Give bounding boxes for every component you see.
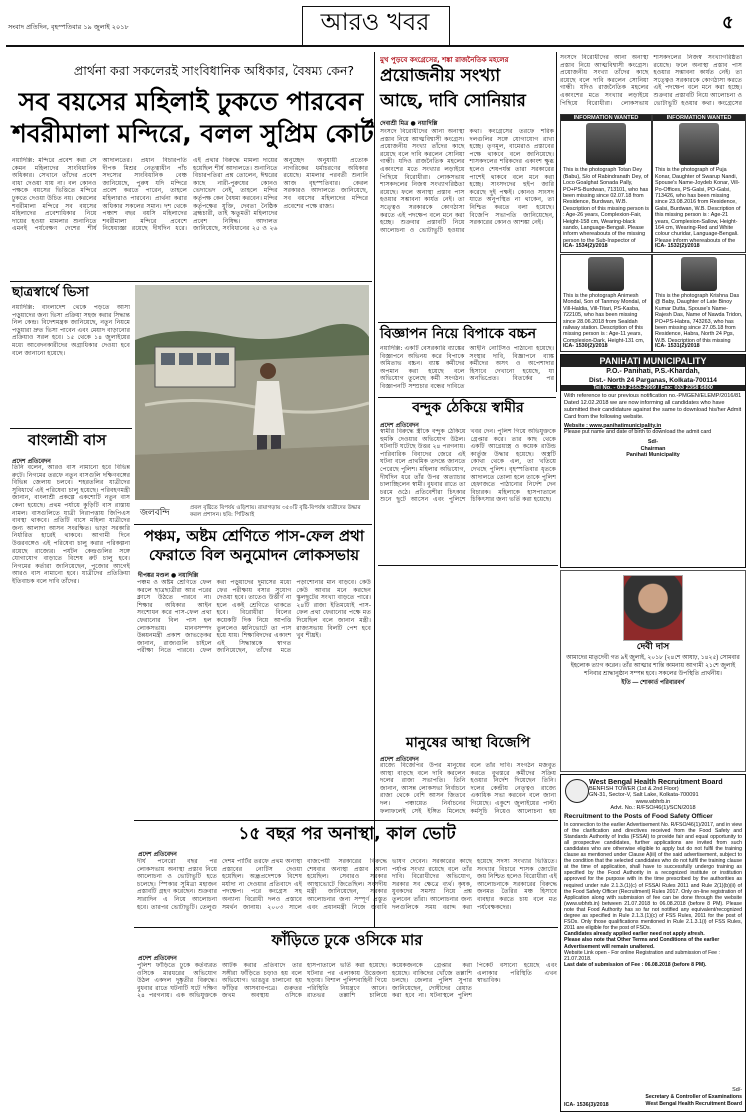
wbhrb-addr2: GN-31, Sector-V, Salt Lake, Kolkata-700091 [589, 792, 699, 799]
missing-person-photo-2 [679, 123, 719, 165]
panihati-tel: Tel No. - 033 2553-2909 / Fax: 033 2358 6800 [561, 385, 745, 391]
panihati-sign-3: Panihati Municipality [626, 452, 680, 459]
news-photo [135, 285, 369, 500]
panihati-website[interactable]: Website : www.panihatimunicipality.in [564, 422, 662, 429]
fari-byline: প্রদেশ প্রতিবেদন [138, 955, 177, 962]
obituary-ad [560, 570, 746, 772]
lead-headline-2: শবরীমালা মন্দিরে, বলল সুপ্রিম কোর্ট [12, 119, 374, 148]
manusher-byline: প্রদেশ প্রতিবেদন [380, 756, 419, 763]
masthead-rule [6, 45, 744, 47]
info-ad-1-body: This is the photograph Totan Dey (Babu), S/o of Rabindranath Dey, of Loco Goalghat Sonada Pally, PO+PS-Burdwan, 713101, who has been missing since 02.07.18 from Residence, Burdwan, W.B. Description of this missing person is : Age-26 years, Complexion-Fair, Height-158 cm, Wearing-black sando, Language-Bengali. Please inform whereabouts of the missing person to the Sub-Inspector of [563, 167, 649, 244]
panihati-addr1: P.O.- Panihati, P.S.-Khardah, [606, 368, 700, 375]
info-ad-2-ref: ICA- 1532(2)/2018 [655, 243, 700, 250]
info-ad-3-ref: ICA- 1530(2)/2018 [563, 343, 608, 349]
obituary-body: আমাদের মাতৃদেবী গত ৯ই জুলাই, ২০১৮ (২৪শে আষাঢ়, ১৪২৫) সোমবার ইহলোক ত্যাগ করেন। তাঁর আত্মার শান্তি কামনায় আগামী ২১শে জুলাই শনিবার শ্রাদ্ধানুষ্ঠান সম্পন্ন হবে। সকলের উপস্থিতি প্রার্থনীয়। [566, 655, 740, 678]
column-rule-1 [374, 52, 375, 927]
wbhrb-logo [565, 779, 589, 803]
onastha-byline: প্রদেশ প্রতিবেদন [138, 851, 177, 858]
chhatra-headline: ছাত্রস্বার্থে ভিসা [12, 285, 89, 300]
banduk-headline: বন্দুক ঠেকিয়ে স্বামীর [412, 400, 524, 416]
panihati-note: Please put name and date of birth to download the admit card [564, 429, 712, 435]
photo-credit: জলবন্দি [140, 508, 170, 518]
photo-caption: প্রবল বৃষ্টিতে বিপর্যয় ওড়িশায়। রায়াগড়ায় ৩৫০টি বৃষ্টি-বিপর্যস্ত যাত্রীদের উদ্ধার করল প্রশাসন। ছবি: পিটিআই [190, 505, 361, 518]
banglashree-headline: বাংলাশ্রী বাস [28, 431, 107, 449]
info-ad-3-body: This is the photograph Animesh Mondal, Son of Tanmoy Mondal, of Vill-Haldia, Vill-Titari, PS-Kasba, 722105, who has been missing since 28.06.2018 from Sealdah railway station. Description of this missing person is : Age-11 years, Complexion-Dark, Height-131 cm, [563, 293, 647, 343]
chhatra-body: নয়াদিল্লি: বাংলাদেশ থেকে পড়তে আসা পড়ুয়াদের জন্য ভিসা প্রক্রিয়া সহজ করার সিদ্ধান্ত নিল কেন্দ্র। বিদেশমন্ত্রক জানিয়েছে, নতুন নিয়মে পড়ুয়ারা দ্রুত ভিসা পাবেন এবং মেয়াদ বাড়ানোর প্রক্রিয়াও সরল হবে। ১৫ থেকে ১৪ জুলাইয়ের মধ্যে আবেদনকারীদের অগ্রাধিকার দেওয়া হবে বলে জানানো হয়েছে। [12, 304, 130, 357]
obituary-name: দেবী দাস [636, 642, 670, 652]
bigyapan-headline: বিজ্ঞাপন নিয়ে বিপাকে বচ্চন [380, 326, 537, 342]
info-ad-1-title: INFORMATION WANTED [561, 115, 651, 121]
missing-person-photo-4 [681, 257, 717, 291]
lead-headline-1: সব বয়সের মহিলাই ঢুকতে পারবেন [18, 87, 364, 116]
panihati-title: PANIHATI MUNICIPALITY [561, 355, 745, 367]
lead-rule [10, 281, 372, 282]
wbhrb-notice-3: Website Link open - For online Registration and submission of Fee : 21.07.2018. [564, 949, 720, 962]
panihati-sign-2: Chairman [640, 445, 666, 452]
manusher-body: রাজ্যে বিজেপির উপর মানুষের আস্থা বাড়ছে বলে দাবি করলেন দলের রাজ্য সভাপতি। তিনি জানান, আসন্ন লোকসভা নির্বাচনে রাজ্য থেকে বেশি আসন জিতবে দল। পঞ্চায়েত নির্বাচনের ফলাফলেই সেই ইঙ্গিত মিলেছে বলে তাঁর দাবি। সংগঠন মজবুত করতে বুথস্তরে কর্মীদের সক্রিয় হওয়ার নির্দেশ দিয়েছেন তিনি। দলের কেন্দ্রীয় নেতৃত্বও রাজ্যে একাধিক সভা করবেন বলে জানা গিয়েছে। একুশে জুলাইয়ের পাল্টা কর্মসূচি নিয়েও আলোচনা হয় [380, 762, 556, 815]
info-ad-1-ref: ICA- 1534(2)/2018 [563, 243, 608, 250]
section-title: আরও খবর [320, 8, 430, 36]
wbhrb-ref: ICA- 1536(3)/2018 [564, 1101, 609, 1108]
panihati-body: With reference to our previous notification no.-PMGEN/ELEMP/2016/81 Dated 12.02.2018 we are now informing all candidates who have submitted their candidature against the same to download his/her Admit Card from the following website. [564, 393, 742, 420]
sonia-headline-1: প্রয়োজনীয় সংখ্যা [380, 66, 501, 86]
panchama-byline: দীপঙ্কর মণ্ডল ● নয়াদিল্লি [138, 572, 199, 579]
column-rule-2 [556, 52, 557, 392]
wbhrb-title: West Bengal Health Recruitment Board [589, 777, 723, 786]
wbhrb-ad [560, 774, 746, 1112]
banglashree-byline: প্রদেশ প্রতিবেদন [12, 458, 51, 465]
onastha-headline: ১৫ বছর পর অনাস্থা, কাল ভোট [238, 824, 456, 844]
fari-rule [134, 927, 558, 928]
info-wanted-ad-2 [652, 114, 746, 253]
wbhrb-body: In connection to the earlier Advertisement No. R/FSO/46(1)/2017, and in view of the clarification and directives received from the Food Safety and Standards Authority of India (FSSAI) to provide fair and equal opportunity to all prospective candidates, further applications are invited from such candidates who are otherwise eligible to apply but do not fulfil the training clause as mentioned under Clause A(iii) of the said advertisement, subject to the condition that the selected candidates who do not fulfil the training clause at the time of application, shall have to successfully undergo training as specified by the Food Authority in a recognized institute or institution approved for the purpose with in the time prescribed by the authorities as required under rule 2.1.3.(1)(c) of FSSAI Rules 2011 and Rule 2(1)(b)(ii) of the Food Safety Officer (Recruitment) Rules 2017. Only on-line registration of Application along with submission of fee can be done through the website (www.wbhrb.in) between 21.07.2018 to 06.08.2018 (before 8 PM). Please note that Food Authority has so far not notified any equivalent/recognized degree as specified in Rule 2.1.3.(1)(c) of FSS Rules, 2011 for the post of FSOs. Only those qualifications mentioned in Rule 2.1.3.1(i) of FSS Rules, 2011 are eligible for the post of FSOs. [564, 821, 742, 932]
manusher-headline: মানুষের আস্থা বিজেপি [405, 735, 531, 751]
wbhrb-notice-2: Please also note that Other Terms and Conditions of the earlier Advertisement will remain unaltered. [564, 937, 720, 950]
panihati-addr2: Dist.- North 24 Parganas, Kolkata-700114 [589, 377, 717, 384]
panchama-headline-1: পঞ্চম, অষ্টম শ্রেণিতে পাস-ফেল প্রথা [143, 527, 365, 545]
banglashree-body: তিনি বলেন, আরও বাস নামানো হবে বিভিন্ন রুটে। নিগমের তরফে নতুন বাসগুলি দক্ষিণবঙ্গের বিভিন্ন জেলায় চলবে। শহরতলির যাত্রীদের সুবিধার্থে এই পরিষেবা চালু হয়েছে। পরিবহণমন্ত্রী জানান, বাংলাশ্রী প্রকল্পে একশোটি নতুন বাস কেনা হয়েছে। প্রথম পর্যায়ে কুড়িটি বাস রাস্তায় নামল। বাসগুলিতে যাত্রী নিরাপত্তায় জিপিএস ব্যবস্থা থাকবে। প্রতিটি বাসে মহিলা যাত্রীদের জন্য আলাদা আসন সংরক্ষিত। ভাড়া সরকারি নির্ধারিত হারেই থাকবে। আগামী দিনে উত্তরবঙ্গেও এই পরিষেবা চালু করার পরিকল্পনা রয়েছে রাজ্যের। পর্যটন কেন্দ্রগুলির সঙ্গে যোগাযোগ বাড়াতে বিশেষ রুট চালু হবে। নিগমের কর্তারা জানিয়েছেন, পুজোর আগেই আরও বাস নামানো হবে। যাত্রীদের প্রতিক্রিয়া ইতিবাচক বলে দাবি তাঁদের। [12, 464, 130, 585]
info-wanted-ad-4 [652, 254, 746, 352]
fari-headline: ফাঁড়িতে ঢুকে ওসিকে মার [271, 931, 423, 949]
onastha-rule [134, 820, 558, 821]
info-ad-4-ref: ICA- 1531(2)/2018 [655, 343, 700, 349]
onastha-body: দীর্ঘ পনেরো বছর পর লোকসভায় অনাস্থা প্রস্তাব নিয়ে আলোচনা ও ভোটাভুটি হতে চলেছে। স্পিকার সুমিত্রা মহাজন প্রস্তাবটি গ্রহণ করেছেন। শুক্রবার সারাদিন এ নিয়ে আলোচনা হবে। তারপর ভোটাভুটি। তেলুগু দেশম পার্টির তরফে প্রথম অনাস্থা প্রস্তাবের নোটিস দেওয়া হয়েছিল। অন্ধ্রপ্রদেশকে বিশেষ মর্যাদা না দেওয়ার প্রতিবাদে এই পদক্ষেপ। পরে কংগ্রেস সহ অন্যান্য বিরোধী দলও প্রস্তাবে সমর্থন জানায়। ২০০৩ সালে বাজপেয়ী সরকারের বিরুদ্ধে শেষবার অনাস্থা প্রস্তাব আনা হয়েছিল। সেবারও সরকার আস্থাভোটে জিতেছিল। সংসদীয় মন্ত্রী জানিয়েছেন, সরকার আলোচনার জন্য সম্পূর্ণ প্রস্তুত এবং প্রধানমন্ত্রী নিজে জবাবি ভাষণ দেবেন। সরকারের কাছে পর্যাপ্ত সংখ্যা রয়েছে বলে তাঁর দাবি। বিরোধীদের অভিযোগ, সরকার সব ক্ষেত্রে ব্যর্থ। কৃষক, যুবকদের সমস্যা নিয়ে প্রশ্ন তুলবেন তাঁরা। আলোচনার জন্য দলগুলিকে সময় বরাদ্দ করা হয়েছে সদস্য সংখ্যার ভিত্তিতে। সংখ্যার বিচারে শাসক জোটের জয় নিশ্চিত হলেও বিরোধীরা এই আলোচনাকে সরকারের বিরুদ্ধে জনমত তৈরির মঞ্চ হিসাবে ব্যবহার করতে চায় বলে মত পর্যবেক্ষকদের। [137, 858, 557, 911]
banduk-byline: প্রদেশ প্রতিবেদন [380, 422, 419, 429]
panchama-body: পঞ্চম ও অষ্টম শ্রেণিতে ফেল করলে ছাত্রছাত্রীরা আর পরের ক্লাসে উঠতে পারবে না। শিক্ষার অধিকার আইন সংশোধন করে পাস-ফেল প্রথা ফেরানোর বিল পাস হল লোকসভায়। মানবসম্পদ উন্নয়নমন্ত্রী প্রকাশ জাভড়েকর জানান, রাজ্যগুলি চাইলে পরীক্ষা নিতে পারবে। ফেল করা পড়ুয়াদের দুমাসের মধ্যে ফের পরীক্ষায় বসার সুযোগ দেওয়া হবে। তাতেও উত্তীর্ণ না হলে একই শ্রেণিতে থাকতে হবে। বিরোধীরা বিলের কয়েকটি দিক নিয়ে আপত্তি তুললেও ধ্বনিভোটে তা পাস হয়ে যায়। শিক্ষাবিদদের একাংশ এই সিদ্ধান্তকে স্বাগত জানিয়েছেন, তাঁদের মতে পড়াশোনার মান বাড়বে। কেউ কেউ আবার মনে করছেন স্কুলছুটের সংখ্যা বাড়তে পারে। ২৪টি রাজ্য ইতিমধ্যেই পাস-ফেল প্রথা ফেরানোর পক্ষে মত দিয়েছিল বলে জানান মন্ত্রী। রাজ্যসভায় বিলটি পেশ হবে খুব শীঘ্রই। [137, 579, 371, 655]
wbhrb-notice-4: Last date of submission of Fee : 06.08.2018 (before 8 PM). [564, 961, 707, 968]
lead-body: নয়াদিল্লি: মন্দিরে প্রবেশ করা সে কেমন মহিলাদের সাংবিধানিক অধিকার। সেখানে তাঁদের প্রবেশ বাধা দেওয়া যায় না। বল কোনও পক্ষকে বয়সের ভিত্তিতে মন্দিরে ঢুকতে দেওয়া উচিত নয়। কেরলের শবরীমালা মন্দিরে সব বয়সের মহিলাদের প্রবেশাধিকার নিয়ে দায়ের হওয়া মামলার শুনানিতে এমনই পর্যবেক্ষণ দেশের শীর্ষ আদালতের। প্রধান বিচারপতি দীপক মিশ্রর নেতৃত্বাধীন পাঁচ সদস্যের সাংবিধানিক বেঞ্চ জানিয়েছে, পুরুষ যদি মন্দিরে প্রবেশ করতে পারেন, তাহলে মহিলারাও পারবেন। প্রার্থনা করার অধিকার সকলের সমান। দশ থেকে পঞ্চাশ বছর বয়সি মহিলাদের শবরীমালা মন্দিরে প্রবেশে নিষেধাজ্ঞা রয়েছে দীর্ঘদিন ধরে। এই প্রথার বিরুদ্ধে মামলা দায়ের হয়েছিল শীর্ষ আদালতে। শুনানিতে বিচারপতিরা প্রশ্ন তোলেন, ঈশ্বরের কাছে নারী-পুরুষের কোনও ভেদাভেদ নেই, তাহলে মন্দির কর্তৃপক্ষ কেন বৈষম্য করবেন। মন্দির কর্তৃপক্ষের যুক্তি, দেবতা নৈষ্ঠিক ব্রহ্মচারী, তাই ঋতুমতী মহিলাদের প্রবেশ নিষিদ্ধ। আদালত জানিয়েছে, সংবিধানের ২৫ ও ২৬ অনুচ্ছেদ অনুযায়ী প্রত্যেক নাগরিকের ধর্মাচরণের অধিকার রয়েছে। মামলার পরবর্তী শুনানি আজ বৃহস্পতিবার। কেরল সরকারও আদালতে জানিয়েছে, সব বয়সের মহিলাদের মন্দিরে প্রবেশের পক্ষে রাজ্য। [12, 157, 368, 233]
missing-person-photo-1 [586, 123, 626, 165]
page-number: ৫ [722, 12, 734, 33]
info-wanted-ad-1 [560, 114, 652, 253]
wbhrb-website[interactable]: www.wbhrb.in [635, 798, 671, 805]
info-wanted-ad-3 [560, 254, 652, 352]
wbhrb-addr1: BENFISH TOWER (1st & 2nd Floor) [589, 786, 679, 792]
right-col-top-text [560, 54, 742, 110]
wbhrb-sign-2: Secretary & Controller of Examinations [645, 1093, 742, 1100]
photo-rule [134, 524, 372, 525]
banduk-rule [378, 397, 556, 398]
obituary-sign: ইতি — শোকার্ত পরিবারবর্গ [621, 680, 685, 687]
chhatra-rule [10, 428, 132, 429]
obituary-photo [623, 575, 683, 641]
dateline: সংবাদ প্রতিদিন, বৃহস্পতিবার ১৯ জুলাই ২০১৮ [8, 23, 129, 31]
wbhrb-sign: Sd/- [732, 1086, 742, 1093]
info-ad-2-title: INFORMATION WANTED [653, 115, 745, 121]
missing-person-photo-3 [588, 257, 624, 291]
wbhrb-notice-1: Candidates already applied earlier need not apply afresh. [564, 931, 705, 938]
sonia-body: সংসদে বিরোধীদের আনা অনাস্থা প্রস্তাব নিয়ে আত্মবিশ্বাসী কংগ্রেস। প্রয়োজনীয় সংখ্যা তাঁদের কাছে রয়েছে বলে দাবি করলেন সোনিয়া গান্ধী। যদিও রাজনৈতিক মহলের একাংশের মতে সংখ্যার লড়াইয়ে পিছিয়ে বিরোধীরা। লোকসভায় শাসকদলের নিজস্ব সংখ্যাগরিষ্ঠতা রয়েছে। ফলে অনাস্থা প্রস্তাব পাস হওয়ার সম্ভাবনা কার্যত নেই। তা সত্ত্বেও সরকারকে কোণঠাসা করতে এই পদক্ষেপ বলে মনে করা হচ্ছে। শুক্রবার প্রস্তাবটি নিয়ে আলোচনা ও ভোটাভুটি হওয়ার কথা। কংগ্রেসের তরফে শরিক দলগুলির সঙ্গে যোগাযোগ রাখা হচ্ছে। তৃণমূল, বামেরাও প্রস্তাবের পক্ষে থাকবে বলে জানিয়েছে। শাসকদলের শরিকদের একাংশ ক্ষুব্ধ হলেও শেষপর্যন্ত তারা সরকারের পাশেই থাকবে বলে মনে করা হচ্ছে। সাংসদদের হুইপ জারি করেছে দুই পক্ষই। কোনও সাংসদ যাতে অনুপস্থিত না থাকেন, তা নিশ্চিত করতে বলা হয়েছে। বিজেপি সভাপতি জানিয়েছেন, সরকারের কোনও আশঙ্কা নেই। [380, 128, 554, 234]
panihati-sign: Sd/- [647, 439, 659, 446]
sonia-kicker: মুখ পুড়বে কংগ্রেসের, শঙ্কা রাজনৈতিক মহলের [380, 56, 509, 64]
bus-shape [155, 347, 235, 387]
fari-body: পুলিশ ফাঁড়িতে ঢুকে কর্তব্যরত ওসিকে মারধরের অভিযোগ উঠল একদল দুষ্কৃতীর বিরুদ্ধে। বুধবার রাতে ঘটনাটি ঘটে দক্ষিণ ২৪ পরগনায়। এক অভিযুক্তকে আটক করার প্রতিবাদে তার সঙ্গীরা ফাঁড়িতে চড়াও হয় বলে অভিযোগ। ভাঙচুর চালানো হয় ফাঁড়ির আসবাবপত্রে। গুরুতর জখম অবস্থায় ওসিকে হাসপাতালে ভর্তি করা হয়েছে। ঘটনার পর এলাকায় উত্তেজনা ছড়ায়। বিশাল পুলিশবাহিনী গিয়ে পরিস্থিতি নিয়ন্ত্রণে আনে। রাতভর তল্লাশি চালিয়ে কয়েকজনকে গ্রেপ্তার করা হয়েছে। বাকিদের খোঁজে তল্লাশি চলছে। জেলার পুলিশ সুপার জানিয়েছেন, দোষীদের রেয়াত করা হবে না। ঘটনাস্থলে পুলিশ পিকেট বসানো হয়েছে এবং এলাকার পরিস্থিতি এখন স্বাভাবিক। [137, 962, 557, 1000]
bigyapan-body: নয়াদিল্লি: একটি বেসরকারি ব্যাঙ্কের বিজ্ঞাপনে অভিনয় করে বিপাকে অমিতাভ বচ্চন। ব্যাঙ্ক কর্মীদের অপমান করা হয়েছে বলে অভিযোগ তুলেছে কর্মী সংগঠন। বিজ্ঞাপনটি সম্প্রচার বন্ধের দাবিতে আইনি নোটিসও পাঠানো হয়েছে। সংস্থার দাবি, বিজ্ঞাপনে ব্যাঙ্ক কর্মীদের অসৎ ও অপেশাদার হিসাবে দেখানো হয়েছে, যা অনভিপ্রেত। বিতর্কের পর [380, 345, 554, 390]
wbhrb-heading: Recruitment to the Posts of Food Safety Officer [564, 812, 713, 820]
sonia-headline-2: আছে, দাবি সোনিয়ার [380, 91, 526, 111]
banduk-body: স্বামীর বিরুদ্ধে স্ত্রীকে বন্দুক ঠেকিয়ে হুমকি দেওয়ার অভিযোগ উঠল। ঘটনাটি ঘটেছে উত্তর ২৪ পরগনায়। পারিবারিক বিবাদের জেরে এই ঘটনা বলে প্রাথমিক তদন্তে জানতে পেরেছে পুলিশ। মহিলার অভিযোগ, দীর্ঘদিন ধরে তাঁর উপর অত্যাচার চালাচ্ছিলেন স্বামী। বুধবার রাতে তা চরমে ওঠে। প্রতিবেশীরা চিৎকার শুনে ছুটে আসেন এবং পুলিশে খবর দেন। পুলিশ গিয়ে অভিযুক্তকে গ্রেপ্তার করে। তার কাছ থেকে একটি আগ্নেয়াস্ত্র ও কয়েক রাউন্ড কার্তুজ উদ্ধার হয়েছে। অস্ত্রটি কোথা থেকে এল, তা খতিয়ে দেখছে পুলিশ। বৃহস্পতিবার ধৃতকে আদালতে তোলা হলে তাকে পুলিশ হেফাজতে পাঠানোর নির্দেশ দেন বিচারক। মহিলাকে হাসপাতালে চিকিৎসার জন্য ভর্তি করা হয়েছে। [380, 428, 556, 504]
info-ad-2-body: This is the photograph of Puja Konar, Daughter of Swarup Nandi, Spouse's Name-Joydeb Konar, Vill-Po-Offices, PS-Galsi, PO-Galsi, 713426, who has been missing since 23.08.2016 from Residence, Galsi, Burdwan, W.B. Description of this missing person is : Age-21 years, Complexion-Sallow, Height-164 cm, Wearing-Red and White colour churidar, Language-Bengali. Please inform whereabouts of the [655, 167, 741, 244]
sonia-rule [378, 322, 556, 323]
wbhrb-advt: Advt. No.: R/FSO/46(1)/SCN/2018 [610, 805, 696, 812]
sonia-byline: দেবাশ্রী মিত্র ● নয়াদিল্লি [380, 120, 438, 127]
wbhrb-sign-3: West Bengal Health Recruitment Board [645, 1100, 742, 1107]
lead-kicker: প্রার্থনা করা সকলেরই সাংবিধানিক অধিকার, বৈষম্য কেন? [73, 63, 355, 78]
panihati-ad [560, 354, 746, 568]
panchama-headline-2: ফেরাতে বিল অনুমোদন লোকসভায় [148, 546, 360, 564]
manusher-rule [378, 565, 558, 566]
sonia-body-continued: সংসদে বিরোধীদের আনা অনাস্থা প্রস্তাব নিয়ে আত্মবিশ্বাসী কংগ্রেস। প্রয়োজনীয় সংখ্যা তাঁদের কাছে রয়েছে বলে দাবি করলেন সোনিয়া গান্ধী। যদিও রাজনৈতিক মহলের একাংশের মতে সংখ্যার লড়াইয়ে পিছিয়ে বিরোধীরা। লোকসভায় শাসকদলের নিজস্ব সংখ্যাগরিষ্ঠতা রয়েছে। ফলে অনাস্থা প্রস্তাব পাস হওয়ার সম্ভাবনা কার্যত নেই। তা সত্ত্বেও সরকারকে কোণঠাসা করতে এই পদক্ষেপ বলে মনে করা হচ্ছে। শুক্রবার প্রস্তাবটি নিয়ে আলোচনা ও ভোটাভুটি হওয়ার কথা। কংগ্রেসের [560, 54, 742, 107]
flood-scene [135, 285, 369, 500]
info-ad-4-body: This is the photograph Krishna Das @ Baby, Daughter of Late Binoy Kumar Dutta, Spouse's Name-Rajesh Das, Name of Nawda Tridon, PO+PS-Habra, 743263, who has been missing since 27.05.18 from Residence, Habra, North 24 Pgs, W.B. Description of this missing [655, 293, 743, 343]
